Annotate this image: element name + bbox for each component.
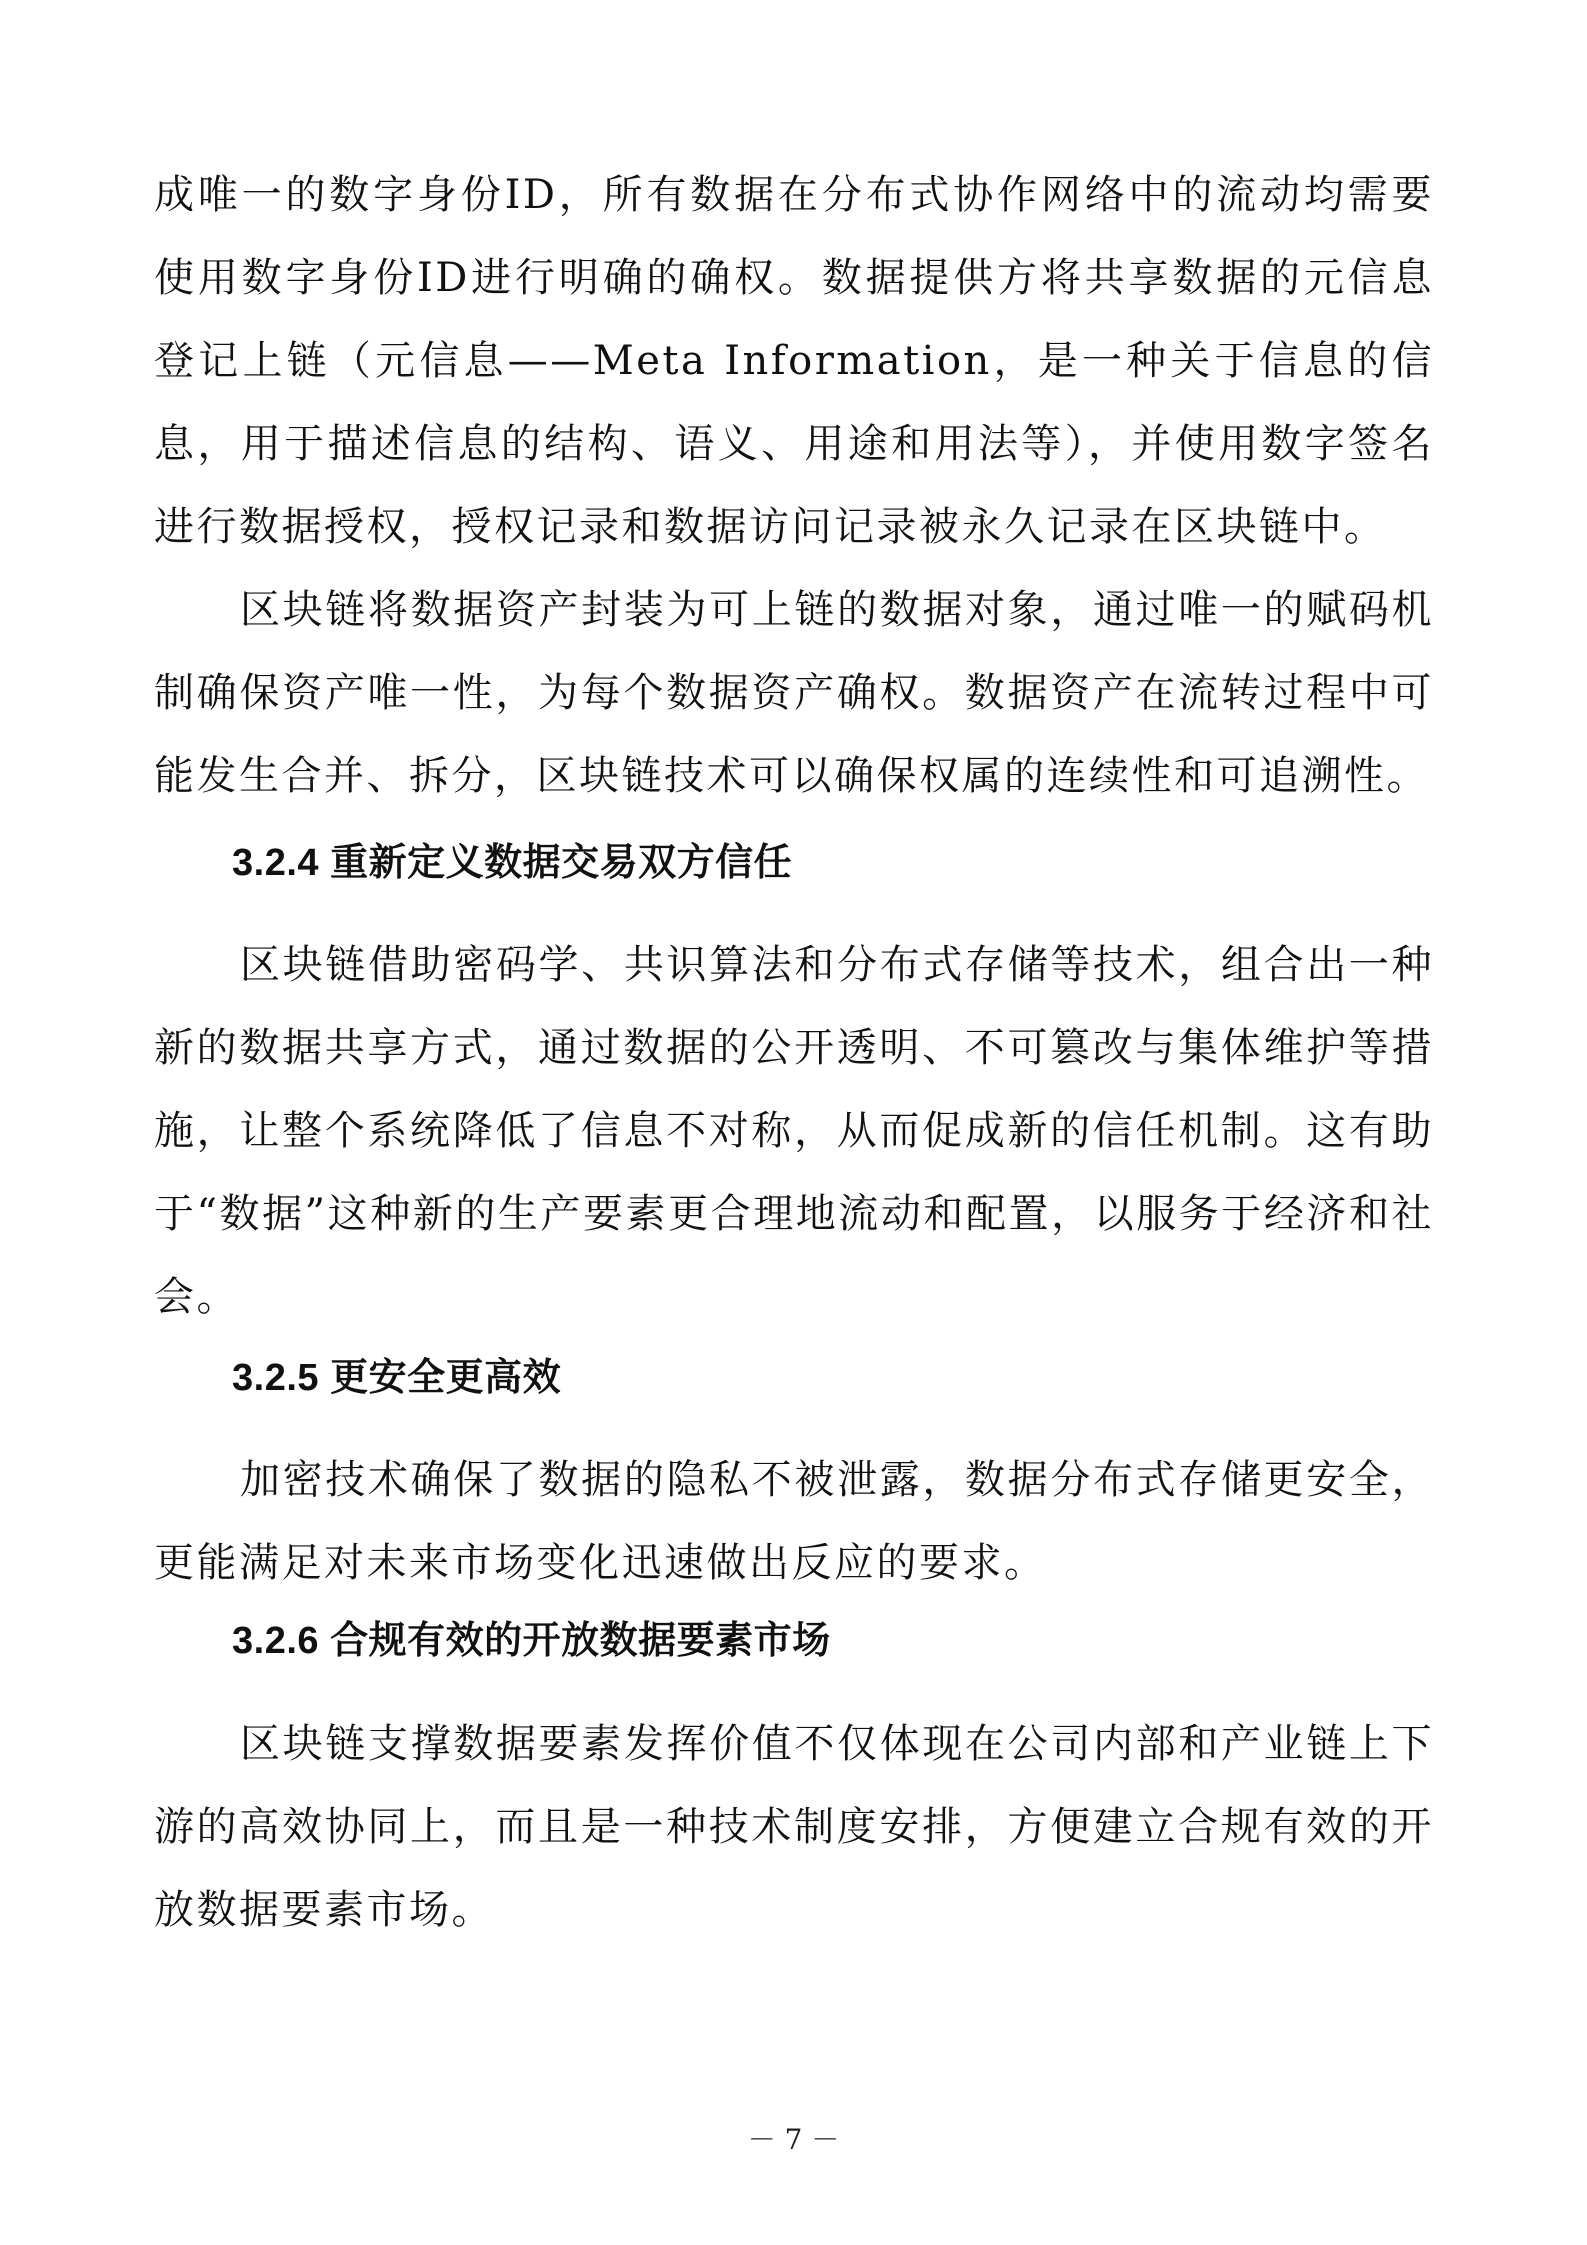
paragraph-asset-encapsulation: 区块链将数据资产封装为可上链的数据对象，通过唯一的赋码机制确保资产唯一性，为每个数据资产确权。数据资产在流转过程中可能发生合并、拆分，区块链技术可以确保权属的连续性和可追溯性。: [154, 587, 1434, 799]
section-heading-3-2-6: 3.2.6 合规有效的开放数据要素市场: [232, 1620, 831, 1662]
paragraph-security: 加密技术确保了数据的隐私不被泄露，数据分布式存储更安全，更能满足对未来市场变化迅速做出反应的要求。: [154, 1457, 1434, 1586]
paragraph-group-1: [154, 154, 1434, 818]
paragraph-group-2: [154, 924, 1434, 1339]
section-heading-3-2-4: 3.2.4 重新定义数据交易双方信任: [232, 842, 793, 884]
paragraph-trust-mechanism: 区块链借助密码学、共识算法和分布式存储等技术，组合出一种新的数据共享方式，通过数据的公开透明、不可篡改与集体维护等措施，让整个系统降低了信息不对称，从而促成新的信任机制。这有助于“数据”这种新的生产要素更合理地流动和配置，以服务于经济和社会。: [154, 942, 1434, 1320]
paragraph-group-4: [154, 1703, 1434, 1952]
paragraph-group-3: [154, 1439, 1434, 1605]
section-heading-3-2-5: 3.2.5 更安全更高效: [232, 1357, 562, 1399]
paragraph-continued: 成唯一的数字身份ID，所有数据在分布式协作网络中的流动均需要使用数字身份ID进行明确的确权。数据提供方将共享数据的元信息登记上链（元信息——Meta Information，是一种关于信息的信息，用于描述信息的结构、语义、用途和用法等），并使用数字签名进行数据授权，授权记录和数据访问记录被永久记录在区块链中。: [154, 172, 1434, 550]
paragraph-data-market: 区块链支撑数据要素发挥价值不仅体现在公司内部和产业链上下游的高效协同上，而且是一种技术制度安排，方便建立合规有效的开放数据要素市场。: [154, 1721, 1434, 1933]
page-number: － 7 －: [747, 2123, 840, 2156]
